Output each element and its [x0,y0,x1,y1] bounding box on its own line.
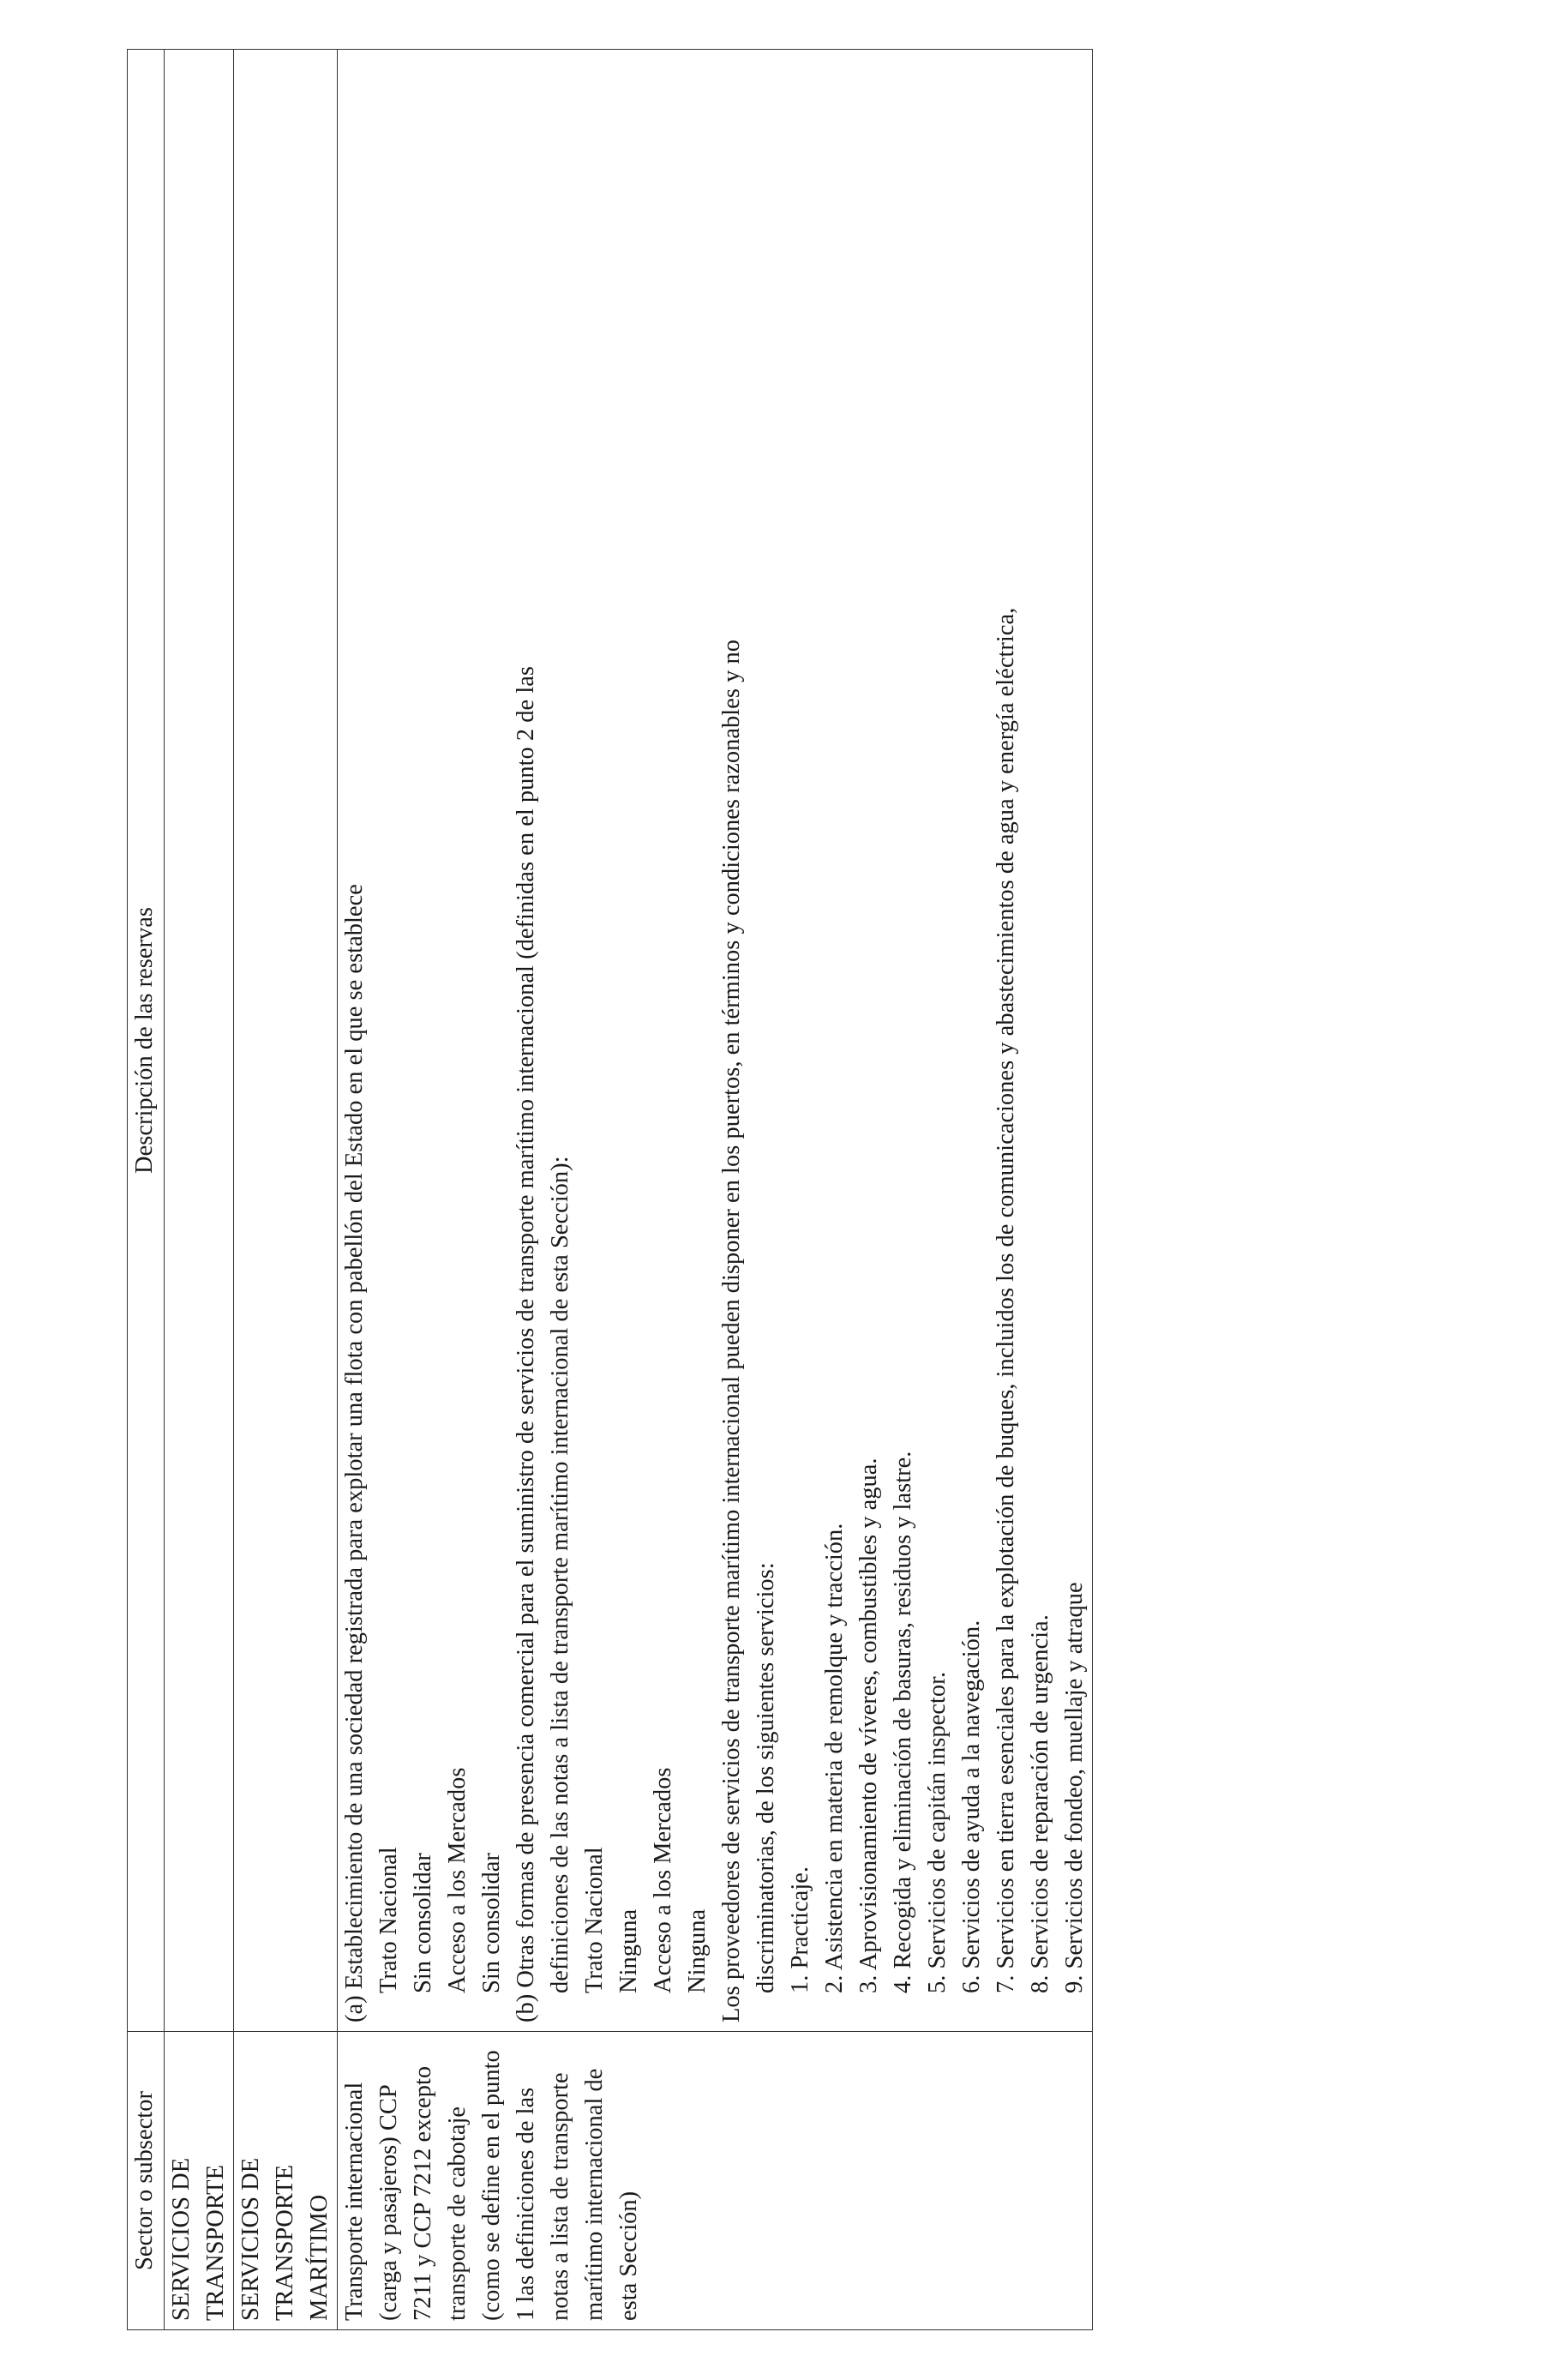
table-row [165,50,234,2330]
desc-line: 7. Servicios en tierra esenciales para la explotación de buques, incluidos los de comunicaciones y abastecimientos de agua y energía eléctrica, [993,607,1019,1993]
sector-cell: SERVICIOS DE TRANSPORTE [165,2032,234,2330]
desc-line: (b) Otras formas de presencia comercial para el suministro de servicios de transporte marítimo internacional (definidas en el punto 2 de las [513,666,539,2022]
desc-line: Ninguna [615,1908,642,1993]
desc-line: 3. Aprovisionamiento de víveres, combustibles y agua. [855,1457,882,1993]
table-row [234,50,338,2330]
desc-line: Sin consolidar [410,1853,436,1993]
desc-line: definiciones de las notas a lista de transporte marítimo internacional de esta Sección): [547,1156,573,1993]
description-cell [234,50,338,2032]
desc-line: discriminatorias, de los siguientes servicios: [753,1562,779,1993]
desc-line: Los proveedores de servicios de transporte marítimo internacional pueden disponer en los puertos, en términos y condiciones razonables y no [718,640,745,2022]
desc-line: 9. Servicios de fondeo, muellaje y atraque [1061,1582,1088,1993]
reservations-table [127,49,1093,2330]
desc-line: Ninguna [684,1908,711,1993]
desc-line: 5. Servicios de capitán inspector. [924,1671,951,1993]
header-row [128,50,165,2330]
desc-line: Acceso a los Mercados [650,1767,676,1993]
desc-line: 6. Servicios de ayuda a la navegación. [958,1620,985,1993]
header-description: Descripción de las reservas [128,50,165,2032]
sector-cell: SERVICIOS DE TRANSPORTE MARÍTIMO [234,2032,338,2330]
sector-cell-main: Transporte internacional (carga y pasajeros) CCP 7211 y CCP 7212 excepto transporte de cabotaje (como se define en el punto 1 las definiciones de las notas a lista de transporte marítimo internacional de esta Sección) [338,2032,1093,2330]
table-row-main [338,50,1093,2330]
desc-line: 1. Practicaje. [787,1866,813,1993]
description-cell-main [338,50,1093,2032]
desc-line: (a) Establecimiento de una sociedad registrada para explotar una flota con pabellón del Estado en el que se establece [341,884,368,2022]
desc-line: 8. Servicios de reparación de urgencia. [1027,1614,1053,1993]
desc-line: Trato Nacional [581,1847,608,1993]
desc-line: 4. Recogida y eliminación de basuras, residuos y lastre. [890,1451,916,1993]
header-sector: Sector o subsector [128,2032,165,2330]
desc-line: 2. Asistencia en materia de remolque y tracción. [821,1523,848,1993]
description-cell [165,50,234,2032]
desc-line: Sin consolidar [478,1853,505,1993]
desc-line: Trato Nacional [375,1847,402,1993]
rotated-page [127,50,1088,2330]
desc-line: Acceso a los Mercados [444,1767,471,1993]
